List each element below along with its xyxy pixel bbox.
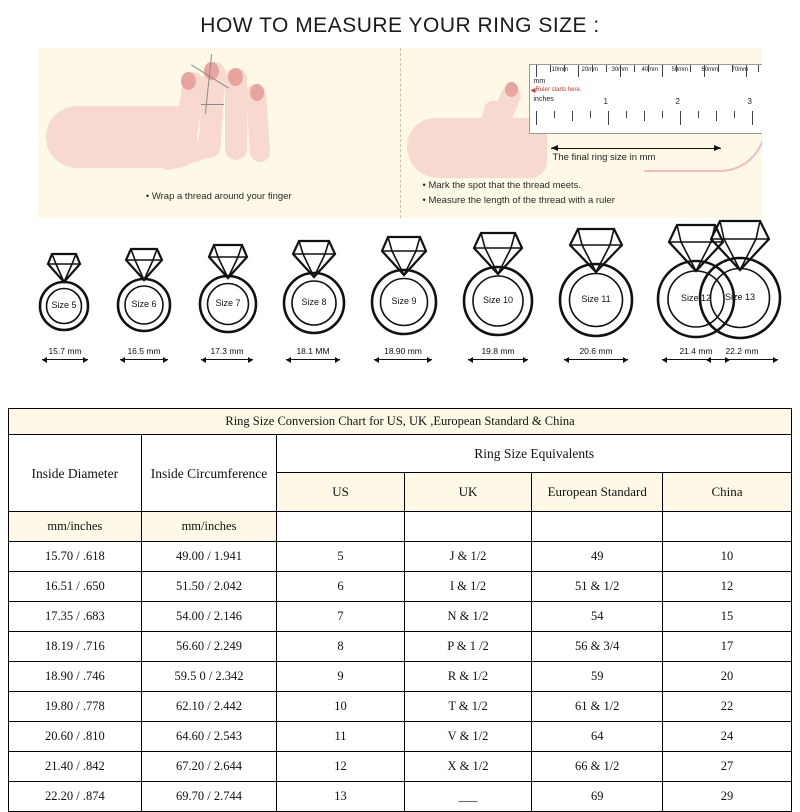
cell-units-china — [663, 512, 792, 542]
mm-arrow-4 — [374, 359, 432, 360]
cell-circumference: 51.50 / 2.042 — [141, 572, 277, 602]
cell-circumference: 59.5 0 / 2.342 — [141, 662, 277, 692]
mm-arrow-5 — [468, 359, 528, 360]
table-row — [9, 692, 792, 722]
cell-circumference: 67.20 / 2.644 — [141, 752, 277, 782]
ring-mm-4: 18.90 mm — [384, 346, 422, 356]
cell-china: 20 — [663, 662, 792, 692]
cell-us: 6 — [277, 572, 404, 602]
mm-arrow-2 — [201, 359, 253, 360]
cell-diameter: 19.80 / .778 — [9, 692, 142, 722]
mm-arrow-8 — [706, 359, 778, 360]
cell-eu: 54 — [532, 602, 663, 632]
cell-china: 24 — [663, 722, 792, 752]
cell-units-uk — [404, 512, 532, 542]
cell-china: 22 — [663, 692, 792, 722]
nail-r1 — [505, 82, 518, 97]
cell-diameter: 20.60 / .810 — [9, 722, 142, 752]
ring-label-5: Size 10 — [482, 295, 514, 305]
cell-eu: 69 — [532, 782, 663, 812]
ring-mm-3: 18.1 MM — [296, 346, 330, 356]
ring-label-2: Size 7 — [215, 298, 241, 308]
measurement-arrow-icon — [551, 148, 721, 149]
table-row — [9, 572, 792, 602]
table-row — [9, 602, 792, 632]
ring-diagram-8 — [688, 218, 792, 342]
ring-diagram-1 — [106, 239, 182, 342]
ring-label-7: Size 12 — [680, 293, 712, 303]
mm-arrow-6 — [564, 359, 628, 360]
table-row — [9, 542, 792, 572]
cell-circumference: 56.60 / 2.249 — [141, 632, 277, 662]
panel-right-caption-2: • Measure the length of the thread with a ruler — [422, 195, 615, 206]
cell-circumference: 64.60 / 2.543 — [141, 722, 277, 752]
ring-icon-5 — [452, 227, 544, 342]
ruler-mm-tick-4: 50mm — [671, 67, 689, 73]
ring-mm-8: 22.2 mm — [725, 346, 759, 356]
ring-label-4: Size 9 — [391, 296, 417, 306]
ring-icon-4 — [360, 230, 448, 342]
ring-icon-2 — [188, 236, 268, 342]
ring-label-6: Size 11 — [581, 294, 611, 304]
cell-uk: P & 1 /2 — [404, 632, 532, 662]
cell-circumference: 54.00 / 2.146 — [141, 602, 277, 632]
mm-arrow-1 — [120, 359, 168, 360]
pink-thread-illustration — [644, 126, 762, 172]
cell-eu: 64 — [532, 722, 663, 752]
measurement-arrow-label: The final ring size in mm — [552, 152, 656, 163]
mm-arrow-0 — [42, 359, 88, 360]
cell-diameter: 18.90 / .746 — [9, 662, 142, 692]
ruler-mm-tick-6: 70mm — [731, 67, 749, 73]
cell-eu: 66 & 1/2 — [532, 752, 663, 782]
ruler-inch-tick-1: 2 — [675, 97, 680, 106]
cell-units-us — [277, 512, 404, 542]
cell-uk: I & 1/2 — [404, 572, 532, 602]
cell-uk: N & 1/2 — [404, 602, 532, 632]
cell-diameter: 22.20 / .874 — [9, 782, 142, 812]
cell-china: 10 — [663, 542, 792, 572]
nail-1 — [181, 72, 196, 90]
table-group-header-row — [9, 435, 792, 473]
ring-size-conversion-table — [8, 408, 792, 812]
page-title: HOW TO MEASURE YOUR RING SIZE : — [200, 14, 600, 37]
panel-left-caption: • Wrap a thread around your finger — [145, 191, 292, 202]
ruler-inch-tick-0: 1 — [603, 97, 608, 106]
cell-us: 12 — [277, 752, 404, 782]
cell-us: 9 — [277, 662, 404, 692]
ring-mm-1: 16.5 mm — [127, 346, 161, 356]
ruler-start-note: Ruler starts here. — [535, 87, 582, 93]
panel-right-caption-1: • Mark the spot that the thread meets. — [422, 180, 582, 191]
cell-diameter: 21.40 / .842 — [9, 752, 142, 782]
ring-diagram-5 — [452, 227, 544, 342]
ruler-inch-tick-2: 3 — [747, 97, 752, 106]
ruler-mm-tick-3: 40mm — [641, 67, 659, 73]
table-row — [9, 632, 792, 662]
ring-mm-0: 15.7 mm — [48, 346, 82, 356]
ring-diagram-0 — [28, 242, 100, 342]
panel-right-captions — [423, 178, 615, 208]
cell-us: 11 — [277, 722, 404, 752]
panel-wrap-thread — [38, 48, 401, 218]
cell-circumference: 69.70 / 2.744 — [141, 782, 277, 812]
cell-china: 17 — [663, 632, 792, 662]
cell-eu: 51 & 1/2 — [532, 572, 663, 602]
subheader-uk: UK — [404, 473, 532, 512]
ring-diagram-4 — [360, 230, 448, 342]
cell-units-eu — [532, 512, 663, 542]
table-row — [9, 722, 792, 752]
ruler-inches-unit-label: inches — [533, 96, 554, 103]
cell-us: 5 — [277, 542, 404, 572]
ring-icon-3 — [272, 233, 356, 342]
table-caption: Ring Size Conversion Chart for US, UK ,European Standard & China — [9, 409, 792, 435]
ring-icon-0 — [28, 242, 100, 342]
cell-us: 13 — [277, 782, 404, 812]
header-inside-diameter: Inside Diameter — [9, 435, 142, 512]
cell-us: 8 — [277, 632, 404, 662]
ring-mm-measurements — [10, 346, 790, 368]
ring-label-3: Size 8 — [301, 297, 327, 307]
thread-wrap — [201, 104, 224, 105]
ring-icon-1 — [106, 239, 182, 342]
nail-4 — [250, 84, 264, 101]
cell-uk: T & 1/2 — [404, 692, 532, 722]
mm-arrow-3 — [286, 359, 340, 360]
subheader-european: European Standard — [532, 473, 663, 512]
cell-uk: V & 1/2 — [404, 722, 532, 752]
cell-uk: X & 1/2 — [404, 752, 532, 782]
cell-china: 27 — [663, 752, 792, 782]
cell-circumference-units: mm/inches — [141, 512, 277, 542]
cell-china: 12 — [663, 572, 792, 602]
ring-diagram-2 — [188, 236, 268, 342]
cell-uk: J & 1/2 — [404, 542, 532, 572]
ring-mm-5: 19.8 mm — [481, 346, 515, 356]
table-caption-row — [9, 409, 792, 435]
cell-eu: 61 & 1/2 — [532, 692, 663, 722]
cell-china: 15 — [663, 602, 792, 632]
header-ring-size-equivalents: Ring Size Equivalents — [277, 435, 792, 473]
cell-diameter: 15.70 / .618 — [9, 542, 142, 572]
table-row — [9, 752, 792, 782]
ring-icon-8 — [688, 218, 792, 342]
cell-eu: 56 & 3/4 — [532, 632, 663, 662]
cell-diameter: 16.51 / .650 — [9, 572, 142, 602]
cell-uk: ___ — [404, 782, 532, 812]
ring-diagram-6 — [548, 224, 644, 342]
ruler-mm-tick-1: 20mm — [581, 67, 599, 73]
ruler-inch-scale — [530, 111, 763, 125]
cell-diameter: 18.19 / .716 — [9, 632, 142, 662]
ring-mm-6: 20.6 mm — [579, 346, 613, 356]
ring-label-1: Size 6 — [131, 299, 157, 309]
cell-circumference: 62.10 / 2.442 — [141, 692, 277, 722]
table-row-units — [9, 512, 792, 542]
illustration-panels — [38, 48, 762, 218]
ring-diagram-3 — [272, 233, 356, 342]
ruler-illustration — [529, 64, 763, 134]
table-row — [9, 782, 792, 812]
ring-size-diagram-row — [10, 234, 790, 374]
ring-mm-2: 17.3 mm — [210, 346, 244, 356]
cell-us: 10 — [277, 692, 404, 722]
subheader-us: US — [277, 473, 404, 512]
table-row — [9, 662, 792, 692]
nail-3 — [228, 68, 243, 86]
cell-diameter: 17.35 / .683 — [9, 602, 142, 632]
header-inside-circumference: Inside Circumference — [141, 435, 277, 512]
subheader-china: China — [663, 473, 792, 512]
cell-diameter-units: mm/inches — [9, 512, 142, 542]
cell-eu: 49 — [532, 542, 663, 572]
cell-circumference: 49.00 / 1.941 — [141, 542, 277, 572]
ruler-mm-tick-5: 60mm — [701, 67, 719, 73]
cell-uk: R & 1/2 — [404, 662, 532, 692]
ruler-mm-tick-2: 30mm — [611, 67, 629, 73]
cell-china: 29 — [663, 782, 792, 812]
ring-mm-7: 21.4 mm — [679, 346, 713, 356]
ruler-mm-tick-0: 10mm — [551, 67, 569, 73]
ring-icon-6 — [548, 224, 644, 342]
cell-us: 7 — [277, 602, 404, 632]
ruler-mm-scale — [530, 65, 763, 79]
cell-eu: 59 — [532, 662, 663, 692]
ring-label-8: Size 13 — [724, 292, 756, 302]
panel-measure-thread — [401, 48, 763, 218]
ring-label-0: Size 5 — [51, 300, 77, 310]
ruler-mm-unit-label: mm — [533, 78, 546, 85]
